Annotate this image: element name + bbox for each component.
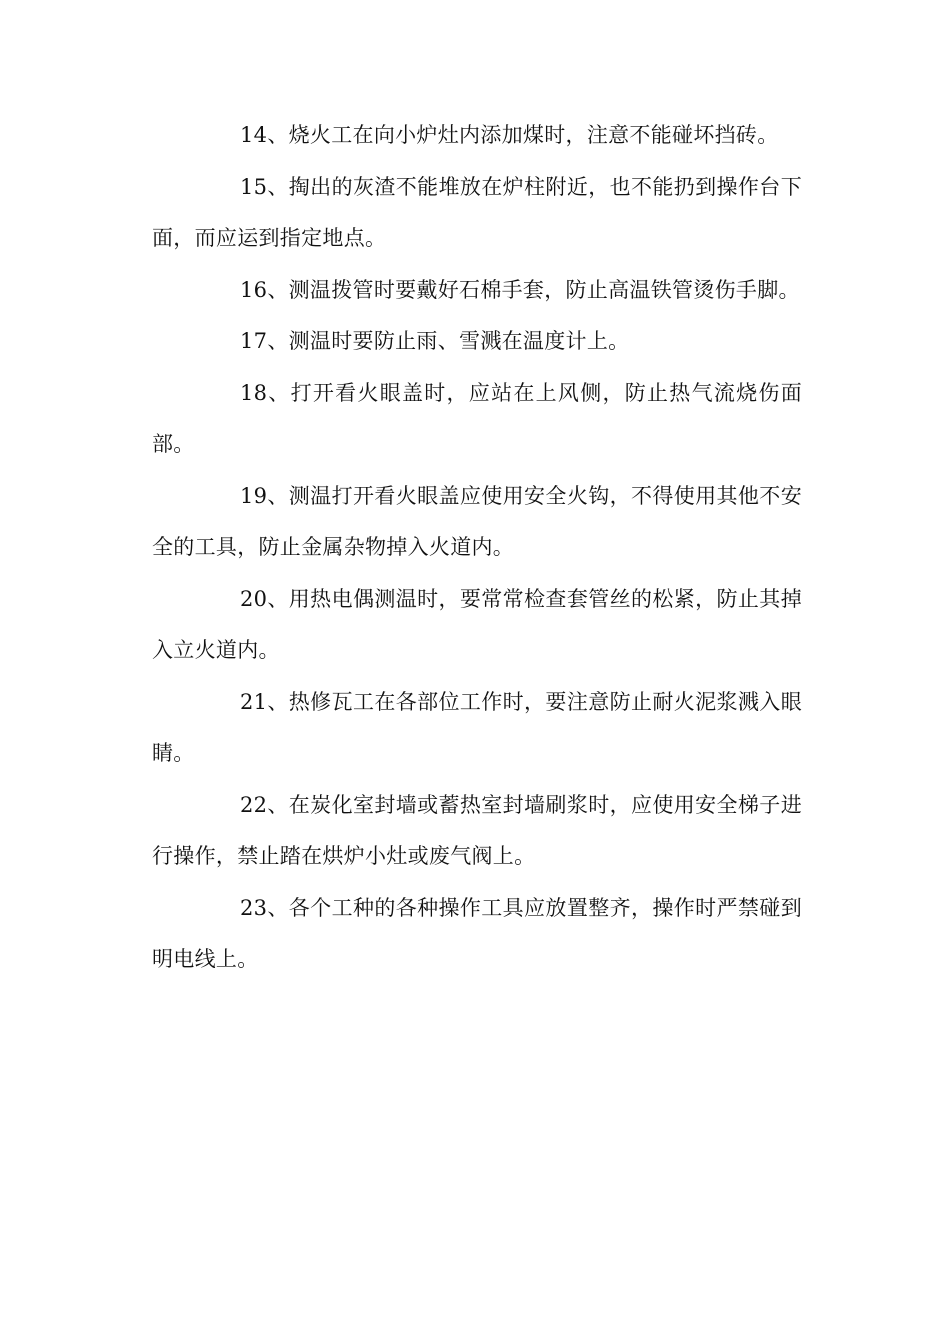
paragraph-item-21: 21、热修瓦工在各部位工作时，要注意防止耐火泥浆溅入眼睛。 — [152, 689, 802, 765]
paragraph-item-15: 15、掏出的灰渣不能堆放在炉柱附近，也不能扔到操作台下面，而应运到指定地点。 — [152, 174, 802, 250]
paragraph-item-22: 22、在炭化室封墙或蓄热室封墙刷浆时，应使用安全梯子进行操作，禁止踏在烘炉小灶或废气阀上。 — [152, 792, 802, 868]
document-body — [152, 110, 802, 986]
paragraph-item-19: 19、测温打开看火眼盖应使用安全火钩，不得使用其他不安全的工具，防止金属杂物掉入火道内。 — [152, 483, 802, 559]
paragraph-item-18: 18、打开看火眼盖时，应站在上风侧，防止热气流烧伤面部。 — [152, 380, 802, 456]
paragraph-item-17: 17、测温时要防止雨、雪溅在温度计上。 — [240, 329, 630, 353]
paragraph-item-14: 14、烧火工在向小炉灶内添加煤时，注意不能碰坏挡砖。 — [240, 123, 779, 147]
paragraph-item-23: 23、各个工种的各种操作工具应放置整齐，操作时严禁碰到明电线上。 — [152, 895, 802, 971]
paragraph-item-20: 20、用热电偶测温时，要常常检查套管丝的松紧，防止其掉入立火道内。 — [152, 586, 802, 662]
paragraph-item-16: 16、测温拨管时要戴好石棉手套，防止高温铁管烫伤手脚。 — [240, 277, 800, 302]
